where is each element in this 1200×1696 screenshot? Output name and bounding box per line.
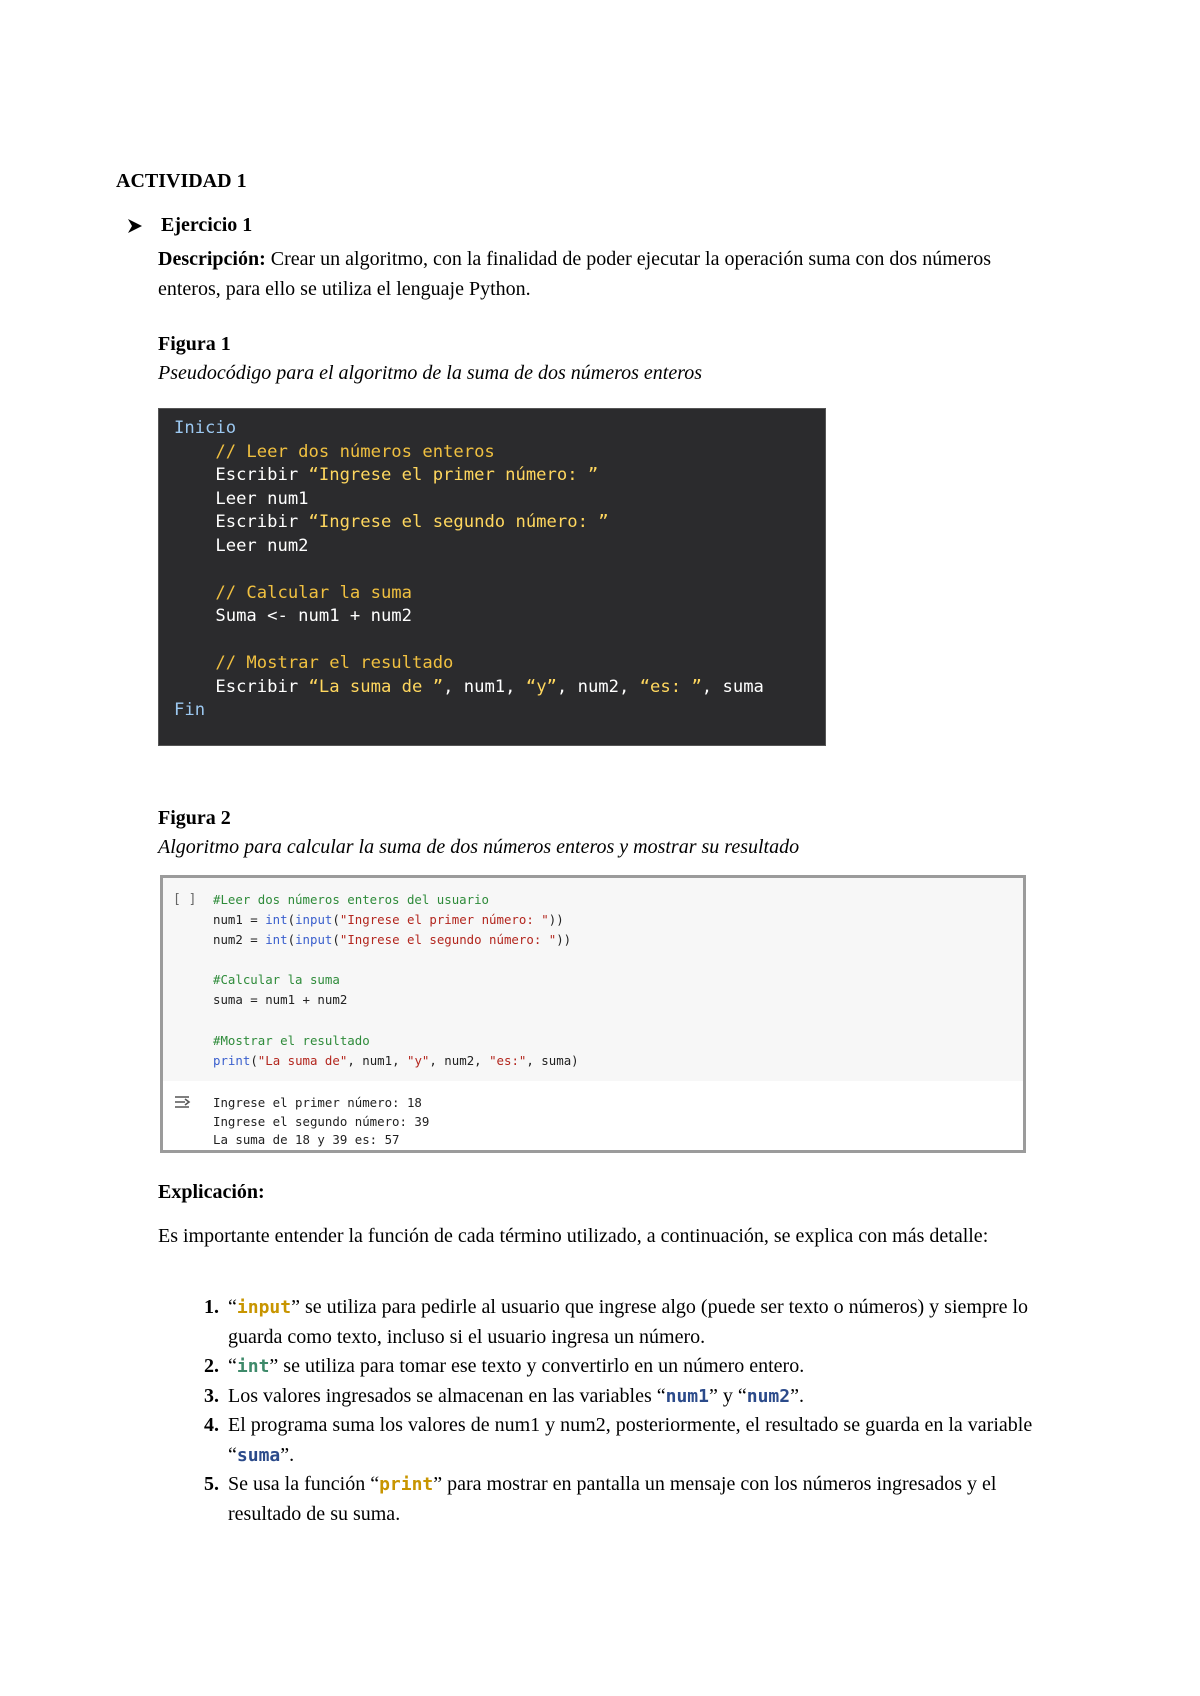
item-text: ” se utiliza para tomar ese texto y convertirlo en un número entero.: [269, 1355, 805, 1377]
list-item: [158, 1352, 1068, 1382]
code-string: “y”: [525, 676, 557, 697]
run-cell-button[interactable]: [ ]: [173, 892, 197, 907]
item-text: ” para mostrar en pantalla un mensaje con los números ingresados y el resultado de su suma.: [228, 1473, 997, 1525]
item-text: “: [228, 1355, 237, 1377]
code-token: (: [287, 912, 296, 928]
code-string: “Ingrese el segundo número: ”: [308, 512, 609, 532]
code-token: , suma): [526, 1052, 579, 1068]
code-line: Inicio: [174, 418, 237, 438]
code-string: "La suma de": [257, 1052, 348, 1068]
item-number: 3.: [204, 1384, 219, 1407]
code-comment: // Leer dos números enteros: [174, 441, 495, 462]
item-text: El programa suma los valores de num1 y num2, posteriormente, el resultado se guarda en la variable “: [228, 1414, 1033, 1466]
code-line: Leer num2: [174, 535, 309, 556]
item-number: 4.: [204, 1414, 219, 1436]
item-text: Se usa la función “: [228, 1473, 380, 1495]
item-code: num2: [746, 1385, 791, 1407]
exercise-description: [158, 245, 1058, 304]
list-item: [158, 1470, 1068, 1529]
description-text: Crear un algoritmo, con la finalidad de poder ejecutar la operación suma con dos números enteros, para ello se utiliza el lenguaje Python.: [158, 248, 992, 300]
code-function: int: [265, 912, 288, 928]
code-line: Suma <- num1 + num2: [174, 606, 412, 626]
output-toggle-icon[interactable]: [173, 1093, 195, 1111]
item-code: input: [236, 1297, 292, 1318]
figure1-caption: Pseudocódigo para el algoritmo de la suma de dos números enteros: [158, 362, 703, 384]
code-token: (: [332, 912, 340, 928]
figure2-label: Figura 2: [158, 807, 231, 829]
description-label: Descripción:: [158, 248, 266, 270]
explanation-heading: Explicación:: [158, 1181, 265, 1203]
code-comment: #Leer dos números enteros del usuario: [213, 892, 490, 907]
code-token: num2 =: [213, 932, 266, 948]
code-comment: // Mostrar el resultado: [174, 653, 454, 673]
pseudocode-block: [158, 408, 826, 746]
item-text: Los valores ingresados se almacenan en las variables “: [228, 1384, 666, 1407]
output-line: Ingrese el primer número: 18: [213, 1095, 422, 1110]
code-token: , num2,: [556, 676, 640, 697]
code-token: )): [548, 912, 564, 928]
explanation-list: [158, 1293, 1068, 1529]
item-code: print: [379, 1474, 434, 1495]
code-token: Escribir: [174, 676, 309, 697]
item-number: 2.: [204, 1355, 219, 1377]
code-string: “La suma de ”: [308, 676, 444, 697]
code-token: Escribir: [174, 465, 309, 485]
code-line: Fin: [174, 700, 206, 720]
code-string: "es:": [489, 1052, 527, 1068]
code-token: , num1,: [347, 1052, 407, 1068]
item-code: num1: [665, 1385, 709, 1407]
item-number: 1.: [204, 1296, 219, 1318]
colab-cell: [160, 875, 1026, 1153]
item-code: suma: [236, 1444, 281, 1466]
code-token: num1 =: [213, 912, 266, 928]
item-code: int: [236, 1356, 270, 1377]
code-function: int: [265, 932, 288, 948]
code-function: input: [295, 912, 333, 928]
exercise-title: Ejercicio 1: [161, 214, 253, 236]
code-token: (: [287, 932, 296, 948]
code-token: (: [332, 932, 340, 948]
code-token: , suma: [701, 676, 764, 697]
page-title: ACTIVIDAD 1: [116, 170, 247, 192]
item-text: “: [228, 1296, 237, 1318]
code-comment: #Mostrar el resultado: [213, 1032, 370, 1048]
code-line: suma = num1 + num2: [213, 992, 348, 1008]
item-text: ”.: [280, 1443, 295, 1466]
code-token: )): [556, 932, 572, 948]
code-string: "Ingrese el segundo número: ": [339, 932, 557, 948]
code-token: , num1,: [443, 676, 526, 697]
arrow-bullet-icon: [127, 218, 143, 234]
code-token: , num2,: [429, 1052, 490, 1068]
code-string: "y": [407, 1052, 430, 1068]
figure1-label: Figura 1: [158, 333, 231, 355]
list-item: [158, 1411, 1068, 1470]
code-function: input: [295, 932, 333, 948]
figure2-caption: Algoritmo para calcular la suma de dos números enteros y mostrar su resultado: [158, 836, 800, 858]
code-token: Escribir: [174, 512, 309, 532]
code-token: (: [250, 1052, 258, 1068]
list-item: [158, 1382, 1068, 1412]
code-string: “es: ”: [639, 676, 702, 697]
code-function: print: [213, 1052, 251, 1068]
exercise-heading: [127, 214, 252, 237]
list-item: [158, 1293, 1068, 1352]
code-line: Leer num1: [174, 488, 309, 509]
code-comment: // Calcular la suma: [174, 582, 412, 603]
item-text: ”.: [790, 1384, 804, 1407]
item-text: ” y “: [708, 1384, 747, 1407]
explanation-intro: Es importante entender la función de cada término utilizado, a continuación, se explica con más detalle:: [158, 1225, 989, 1247]
code-comment: #Calcular la suma: [213, 972, 340, 988]
code-string: “Ingrese el primer número: ”: [308, 465, 599, 485]
code-cell-input[interactable]: [163, 878, 1023, 1081]
item-text: ” se utiliza para pedirle al usuario que ingrese algo (puede ser texto o números) y siempre lo guarda como texto, incluso si el usuario ingresa un número.: [228, 1296, 1029, 1348]
item-number: 5.: [204, 1473, 219, 1495]
code-string: "Ingrese el primer número: ": [339, 912, 549, 928]
output-line: Ingrese el segundo número: 39: [213, 1113, 430, 1129]
output-line: La suma de 18 y 39 es: 57: [213, 1132, 400, 1147]
